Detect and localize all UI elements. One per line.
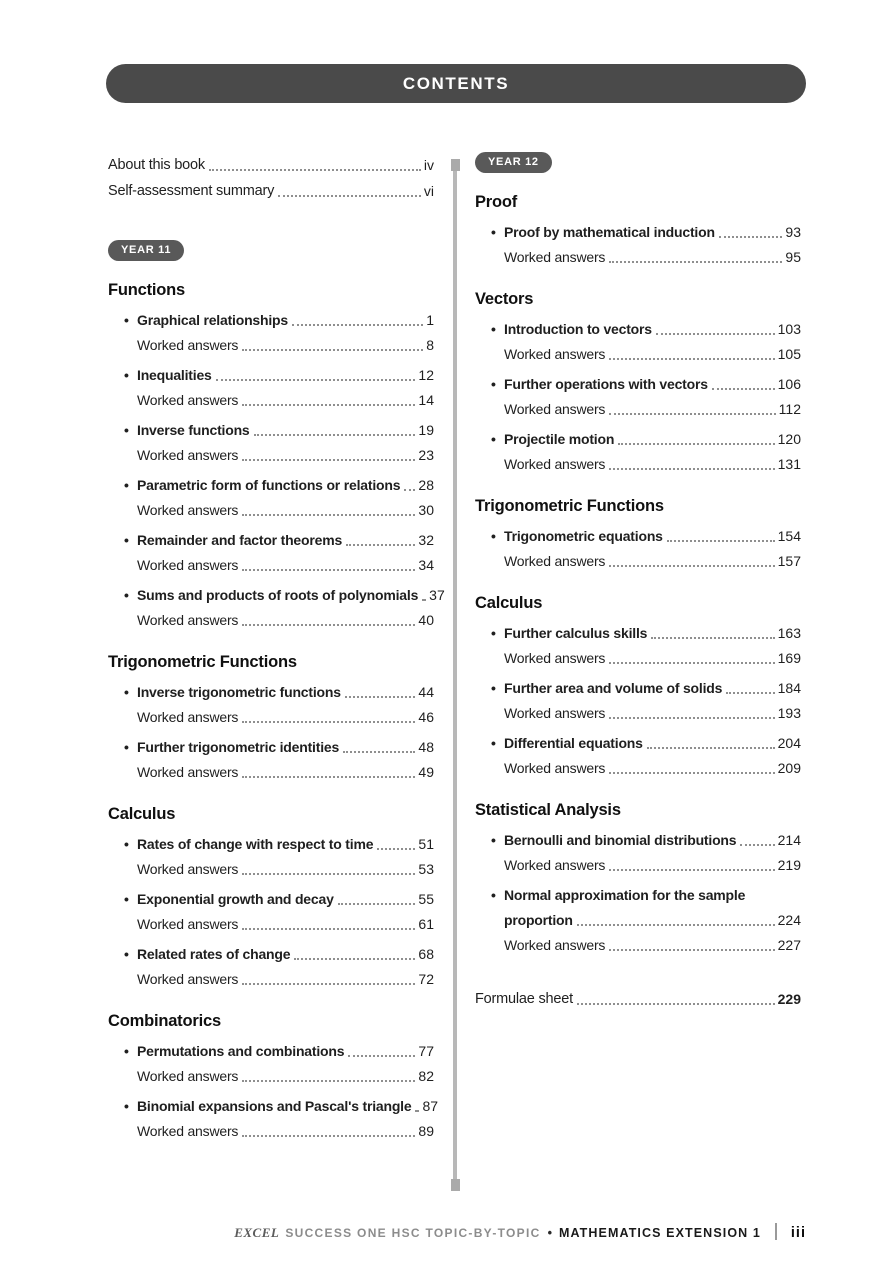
entry-label: Worked answers [504,857,606,873]
entry-label: Remainder and factor theorems [137,532,343,548]
page-number: 214 [777,832,801,848]
page-footer [234,1220,806,1241]
entry-label: proportion [504,912,573,928]
toc-entry-topic [108,528,434,553]
entry-label: Worked answers [504,553,606,569]
toc-entry-topic [108,887,434,912]
toc-entry-worked-answers [475,452,801,477]
bullet-marker: • [491,735,496,751]
page-number: 49 [418,764,434,780]
footer-divider [775,1223,777,1240]
entry-label: Trigonometric equations [504,528,663,544]
toc-entry [108,178,434,204]
dotted-leader [609,717,774,719]
toc-entry-worked-answers [108,443,434,468]
bullet-marker: • [491,832,496,848]
toc-entry-topic [108,308,434,333]
toc-entry-worked-answers [475,853,801,878]
page-number: 34 [418,557,434,573]
toc-entry-worked-answers [475,245,801,270]
toc-entry [108,152,434,178]
section-title: Vectors [475,290,534,308]
page-number: 219 [777,857,801,873]
toc-entry-topic [475,883,801,908]
bullet-marker: • [491,431,496,447]
page-number: 157 [777,553,801,569]
toc-entry-topic [475,524,801,549]
bullet-marker: • [124,836,129,852]
dotted-leader [719,236,783,238]
year-11-badge: YEAR 11 [108,240,184,261]
toc-entry-worked-answers [108,498,434,523]
toc-entry-topic [475,731,801,756]
entry-label: Worked answers [137,916,239,932]
page-number: 103 [777,321,801,337]
toc-entry-topic [108,473,434,498]
footer-page-number: iii [790,1225,806,1241]
toc-entry-topic [475,676,801,701]
toc-entry-worked-answers [475,342,801,367]
dotted-leader [609,772,774,774]
toc-entry-worked-answers [108,760,434,785]
entry-label: Worked answers [504,937,606,953]
entry-label: Graphical relationships [137,312,288,328]
toc-entry-worked-answers [108,1119,434,1144]
toc-entry-topic [108,942,434,967]
bullet-marker: • [491,887,496,903]
page-number: 61 [418,916,434,932]
dotted-leader [294,958,415,960]
dotted-leader [338,903,416,905]
entry-label: Worked answers [504,705,606,721]
footer-series: SUCCESS ONE HSC TOPIC-BY-TOPIC [285,1226,541,1240]
dotted-leader [242,514,415,516]
entry-label: Further area and volume of solids [504,680,723,696]
bullet-marker: • [491,321,496,337]
toc-entry-worked-answers [475,646,801,671]
dotted-leader [609,261,782,263]
toc-entry-topic [475,621,801,646]
entry-label: Proof by mathematical induction [504,224,715,240]
dotted-leader [242,721,415,723]
entry-label: Further calculus skills [504,625,648,641]
year-12-badge: YEAR 12 [475,152,552,173]
bullet-marker: • [124,891,129,907]
toc-entry-continuation [475,908,801,933]
dotted-leader [292,324,423,326]
contents-header-pill [106,64,806,103]
page-number: 95 [785,249,801,265]
entry-label: Worked answers [504,760,606,776]
entry-label: Worked answers [137,709,239,725]
dotted-leader [404,489,415,491]
page-number: 55 [418,891,434,907]
bullet-marker: • [491,376,496,392]
dotted-leader [209,169,421,171]
toc-entry-worked-answers [108,857,434,882]
page-number: 224 [777,912,801,928]
page-number: 19 [418,422,434,438]
toc-entry-worked-answers [475,701,801,726]
page-number: 93 [785,224,801,240]
toc-left-column [108,152,445,1149]
page-number: 32 [418,532,434,548]
section-title: Trigonometric Functions [108,653,297,671]
page-number: 8 [426,337,434,353]
dotted-leader [422,599,426,601]
dotted-leader [343,751,415,753]
dotted-leader [242,928,415,930]
page-number: 40 [418,612,434,628]
page-number: 46 [418,709,434,725]
entry-label: Worked answers [504,249,606,265]
dotted-leader [216,379,416,381]
page-number: 28 [418,477,434,493]
toc-entry-topic [108,363,434,388]
entry-label: Sums and products of roots of polynomials [137,587,419,603]
section-title: Calculus [108,805,176,823]
page-number: 72 [418,971,434,987]
dotted-leader [667,540,775,542]
entry-label: Worked answers [137,971,239,987]
toc-entry-worked-answers [475,397,801,422]
dotted-leader [577,924,775,926]
bullet-marker: • [491,680,496,696]
entry-label: Normal approximation for the sample [504,887,746,903]
page-number: 112 [778,401,801,417]
left-sections [108,281,445,1144]
section-title: Functions [108,281,186,299]
page-number: 53 [418,861,434,877]
dotted-leader [712,388,775,390]
dotted-leader [242,873,415,875]
footer-brand: EXCEL [234,1225,280,1240]
toc-entry-worked-answers [108,388,434,413]
toc-entry-topic [108,735,434,760]
entry-label: Worked answers [137,861,239,877]
bullet-marker: • [124,684,129,700]
page-number: 30 [418,502,434,518]
page-number: 68 [418,946,434,962]
toc-entry-worked-answers [475,549,801,574]
page-number: 12 [418,367,434,383]
bullet-marker: • [124,312,129,328]
page-number: 154 [777,528,801,544]
entry-label: Worked answers [137,447,239,463]
page-number: 51 [418,836,434,852]
toc-entry-worked-answers [108,912,434,937]
entry-label: Formulae sheet [475,991,573,1007]
entry-label: Exponential growth and decay [137,891,334,907]
entry-label: Worked answers [137,764,239,780]
page-number: 89 [418,1123,434,1139]
page-number: 106 [777,376,801,392]
entry-label: Worked answers [137,1123,239,1139]
dotted-leader [609,662,774,664]
footer-bullet-icon: • [547,1226,552,1240]
back-matter-list [475,986,801,1012]
toc-entry-topic [108,680,434,705]
dotted-leader [647,747,775,749]
dotted-leader [609,869,774,871]
bullet-marker: • [124,1098,129,1114]
dotted-leader [242,1135,415,1137]
dotted-leader [618,443,774,445]
toc-entry-topic [108,583,445,608]
dotted-leader [348,1055,415,1057]
dotted-leader [242,776,415,778]
entry-label: Differential equations [504,735,643,751]
page-number: 229 [777,991,801,1007]
dotted-leader [651,637,774,639]
entry-label: Inverse trigonometric functions [137,684,341,700]
bullet-marker: • [124,1043,129,1059]
entry-label: About this book [108,157,205,173]
entry-label: Worked answers [137,392,239,408]
toc-entry [475,986,801,1012]
bullet-marker: • [124,946,129,962]
toc-entry-topic [475,828,801,853]
toc-entry-topic [475,220,801,245]
bullet-marker: • [124,587,129,603]
entry-label: Further trigonometric identities [137,739,340,755]
page-number: 1 [426,312,434,328]
bullet-marker: • [124,367,129,383]
dotted-leader [377,848,415,850]
toc-entry-topic [108,418,434,443]
entry-label: Permutations and combinations [137,1043,345,1059]
column-divider [453,162,457,1188]
dotted-leader [242,349,423,351]
toc-entry-worked-answers [108,553,434,578]
entry-label: Introduction to vectors [504,321,652,337]
bullet-marker: • [124,532,129,548]
toc-entry-worked-answers [475,933,801,958]
dotted-leader [254,434,416,436]
footer-subject: MATHEMATICS EXTENSION 1 [558,1226,761,1240]
toc-entry-worked-answers [108,967,434,992]
bullet-marker: • [124,739,129,755]
page-title: CONTENTS [402,73,510,93]
dotted-leader [656,333,775,335]
entry-label: Worked answers [504,346,606,362]
entry-label: Binomial expansions and Pascal's triangle [137,1098,412,1114]
dotted-leader [278,195,421,197]
entry-label: Bernoulli and binomial distributions [504,832,737,848]
entry-label: Self-assessment summary [108,183,275,199]
entry-label: Worked answers [137,337,239,353]
entry-label: Worked answers [504,456,606,472]
front-matter-list [108,152,434,204]
section-title: Trigonometric Functions [475,497,664,515]
page-number: 120 [777,431,801,447]
dotted-leader [609,565,774,567]
page-number: 14 [418,392,434,408]
right-sections [475,193,801,958]
dotted-leader [726,692,774,694]
section-title: Combinatorics [108,1012,221,1030]
dotted-leader [609,949,774,951]
entry-label: Worked answers [137,502,239,518]
dotted-leader [609,358,774,360]
page-number: 169 [777,650,801,666]
year-11-badge-wrap [108,240,434,261]
page-number: 105 [777,346,801,362]
section-title: Proof [475,193,518,211]
dotted-leader [242,1080,415,1082]
bullet-marker: • [124,422,129,438]
section-title: Calculus [475,594,543,612]
page-number: 209 [777,760,801,776]
entry-label: Worked answers [504,401,606,417]
dotted-leader [577,1003,775,1005]
page-number: vi [423,183,434,199]
dotted-leader [242,459,415,461]
toc-entry-topic [108,1094,439,1119]
bullet-marker: • [491,528,496,544]
dotted-leader [609,468,774,470]
entry-label: Rates of change with respect to time [137,836,374,852]
entry-label: Related rates of change [137,946,291,962]
entry-label: Projectile motion [504,431,615,447]
page-number: 227 [777,937,801,953]
page-number: 77 [418,1043,434,1059]
toc-entry-worked-answers [475,756,801,781]
dotted-leader [346,544,415,546]
entry-label: Inverse functions [137,422,250,438]
entry-label: Further operations with vectors [504,376,708,392]
toc-entry-topic [108,832,434,857]
dotted-leader [242,404,415,406]
bullet-marker: • [124,477,129,493]
year-12-badge-wrap [475,152,801,173]
page-number: 44 [418,684,434,700]
entry-label: Parametric form of functions or relations [137,477,401,493]
page-number: 193 [777,705,801,721]
page-number: 163 [777,625,801,641]
dotted-leader [242,624,415,626]
bullet-marker: • [491,625,496,641]
page-number: 131 [777,456,801,472]
entry-label: Worked answers [137,557,239,573]
toc-right-column [475,152,801,1012]
page-number: 204 [777,735,801,751]
page-number: iv [423,157,434,173]
bullet-marker: • [491,224,496,240]
page-number: 184 [777,680,801,696]
page-number: 23 [418,447,434,463]
entry-label: Worked answers [137,1068,239,1084]
toc-entry-worked-answers [108,705,434,730]
page-number: 82 [418,1068,434,1084]
dotted-leader [242,569,415,571]
entry-label: Inequalities [137,367,212,383]
toc-entry-topic [475,317,801,342]
dotted-leader [345,696,416,698]
toc-entry-worked-answers [108,608,434,633]
dotted-leader [242,983,415,985]
page-number: 48 [418,739,434,755]
dotted-leader [740,844,774,846]
page-number: 87 [422,1098,439,1114]
section-title: Statistical Analysis [475,801,621,819]
toc-entry-worked-answers [108,333,434,358]
toc-entry-topic [108,1039,434,1064]
entry-label: Worked answers [137,612,239,628]
dotted-leader [415,1110,419,1112]
dotted-leader [609,413,775,415]
toc-entry-worked-answers [108,1064,434,1089]
page-number: 37 [429,587,445,603]
toc-entry-topic [475,372,801,397]
entry-label: Worked answers [504,650,606,666]
toc-entry-topic [475,427,801,452]
